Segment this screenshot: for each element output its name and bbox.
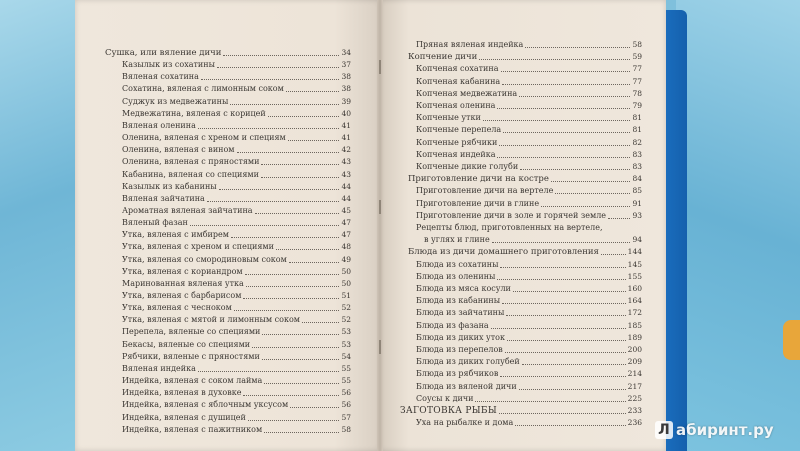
toc-entry-title: Маринованная вяленая утка (122, 278, 244, 288)
toc-page-number: 78 (632, 88, 642, 98)
toc-entry-title: Блюда из фазана (416, 320, 489, 330)
toc-entry-title: Вяленая зайчатина (122, 193, 205, 203)
toc-entry-title: Утка, вяленая со смородиновым соком (122, 254, 287, 264)
binding-stitch (379, 200, 381, 214)
toc-entry-title: Оленина, вяленая с пряностями (122, 157, 260, 167)
toc-page-number: 53 (341, 327, 351, 337)
toc-entry-title: Блюда из кабанины (416, 296, 501, 306)
toc-page-number: 209 (627, 357, 642, 367)
toc-page-number: 77 (632, 76, 642, 86)
toc-page-number: 83 (632, 162, 642, 171)
toc-entry-title: Копченые перепела (416, 125, 502, 135)
toc-entry-title: Утка, вяленая с чесноком (122, 303, 232, 313)
toc-page-number: 200 (627, 345, 642, 354)
toc-page-number: 45 (341, 205, 351, 215)
toc-entry-title: Вяленая оленина (122, 120, 196, 130)
toc-entry-title: Блюда из перепелов (416, 345, 503, 354)
toc-entry-title: Копченая сохатина (416, 64, 499, 74)
toc-page-number: 144 (627, 247, 642, 257)
toc-entry-title: Суджук из медвежатины (122, 96, 229, 106)
toc-entry-title: Медвежатина, вяленая с корицей (122, 108, 266, 118)
toc-page-number: 54 (341, 351, 351, 361)
toc-entry-title: Индейка, вяленая с пажитником (122, 424, 263, 434)
toc-page-number: 155 (627, 271, 642, 281)
toc-page-number: 185 (627, 320, 642, 330)
watermark-logo-icon: Л (655, 421, 673, 439)
toc-entry-title: Рецепты блюд, приготовленных на вертеле, (416, 223, 603, 232)
toc-entry-title: Казылык из кабанины (122, 181, 217, 191)
toc-page-number: 94 (632, 235, 642, 245)
toc-page-number: 47 (341, 230, 351, 240)
toc-entry-title: Бекасы, вяленые со специями (122, 339, 251, 349)
toc-entry-title: Блюда из зайчатины (416, 308, 505, 318)
toc-page-number: 50 (341, 278, 351, 288)
background-object (783, 320, 800, 360)
toc-entry-title: Приготовление дичи в глине (416, 198, 540, 208)
toc-entry-title: Сушка, или вяление дичи (105, 48, 222, 58)
toc-page-number: 44 (341, 193, 351, 203)
toc-entry-title: Утка, вяленая с мятой и лимонным соком (122, 315, 300, 325)
toc-entry-title: ЗАГОТОВКА РЫБЫ (400, 406, 497, 416)
watermark (655, 418, 797, 442)
toc-entry-title: Блюда из вяленой дичи (416, 381, 517, 391)
toc-page-number: 41 (341, 120, 351, 130)
watermark-text: абиринт.ру (676, 421, 774, 439)
toc-page-number: 52 (341, 315, 351, 325)
toc-page-number: 40 (341, 108, 351, 118)
toc-page-number: 38 (341, 72, 351, 82)
toc-entry-title: Утка, вяленая с имбирем (122, 230, 229, 240)
toc-page-number: 81 (632, 113, 642, 123)
toc-page-number: 53 (341, 339, 351, 349)
toc-entry-title: Индейка, вяленая в духовке (122, 388, 242, 398)
toc-entry-title: Пряная вяленая индейка (416, 40, 524, 49)
toc-page-number: 37 (341, 60, 351, 70)
toc-entry-title: Утка, вяленая с кориандром (122, 266, 243, 276)
binding-stitch (379, 340, 381, 354)
toc-page-number: 34 (341, 48, 351, 57)
toc-page-number: 50 (341, 266, 351, 276)
toc-page-number: 233 (627, 406, 642, 415)
toc-entry-title: Блюда из диких уток (416, 332, 505, 342)
toc-entry-title: Приготовление дичи на костре (408, 174, 549, 185)
toc-entry-title: Индейка, вяленая с душицей (122, 412, 246, 422)
toc-entry-title: Копченые дикие голуби (416, 162, 519, 171)
toc-page-number: 57 (341, 412, 351, 422)
toc-page-number: 39 (341, 96, 351, 106)
toc-page-number: 77 (632, 64, 642, 74)
toc-page-number: 51 (341, 291, 351, 300)
toc-page-number: 145 (627, 259, 642, 269)
toc-entry-title: Приготовление дичи на вертеле (416, 186, 554, 196)
toc-entry-title: Оленина, вяленая с вином (122, 145, 235, 155)
toc-page-number: 43 (341, 169, 351, 179)
toc-entry-title: Перепела, вяленые со специями (122, 327, 261, 337)
background-left (0, 0, 75, 451)
binding-stitch (379, 60, 381, 74)
toc-entry-title: Рябчики, вяленые с пряностями (122, 351, 260, 361)
background-right (676, 0, 800, 451)
toc-page-number: 47 (341, 218, 351, 228)
toc-page-number: 236 (627, 418, 642, 428)
toc-page-number: 160 (627, 284, 642, 293)
toc-page-number: 85 (632, 186, 642, 196)
toc-page-number: 189 (627, 332, 642, 342)
toc-page-number: 58 (341, 424, 351, 434)
toc-entry-title: Индейка, вяленая с соком лайма (122, 376, 263, 386)
toc-entry-title: Сохатина, вяленая с лимонным соком (122, 84, 284, 94)
toc-entry-title: Оленина, вяленая с хреном и специям (122, 133, 286, 143)
toc-page-number: 52 (341, 303, 351, 313)
toc-entry-title: Приготовление дичи в золе и горячей земле (416, 210, 607, 220)
toc-entry-title: Блюда из дичи домашнего приготовления (408, 247, 599, 258)
toc-page-number: 55 (341, 376, 351, 386)
toc-page-number: 43 (341, 157, 351, 167)
toc-page-number: 172 (627, 308, 642, 318)
toc-dot-leader (515, 424, 625, 426)
toc-entry-title: Соусы к дичи (416, 393, 474, 403)
toc-entry-title: Блюда из мяса косули (416, 284, 511, 293)
toc-entry-title: Копченая кабанина (416, 76, 501, 86)
toc-entry (122, 421, 351, 435)
toc-entry-title: Кабанина, вяленая со специями (122, 169, 259, 179)
toc-page-number: 44 (341, 181, 351, 191)
toc-entry-title: Ароматная вяленая зайчатина (122, 205, 253, 215)
toc-entry-title: Утка, вяленая с хреном и специями (122, 242, 274, 252)
toc-page-number: 56 (341, 388, 351, 398)
toc-page-number: 55 (341, 363, 351, 373)
toc-entry-title: в углях и глине (424, 235, 490, 245)
toc-page-number: 38 (341, 84, 351, 94)
toc-entry-title: Казылык из сохатины (122, 60, 215, 70)
toc-entry-title: Вяленая сохатина (122, 72, 199, 82)
toc-page-number: 49 (341, 254, 351, 264)
toc-entry-title: Копченая оленина (416, 101, 496, 110)
toc-page-number: 225 (627, 393, 642, 403)
toc-page-number: 41 (341, 133, 351, 143)
toc-entry-title: Копченые утки (416, 113, 481, 123)
toc-page-number: 93 (632, 210, 642, 220)
toc-page-number: 58 (632, 40, 642, 49)
toc-page-number: 48 (341, 242, 351, 252)
toc-page-number: 81 (632, 125, 642, 135)
toc-page-number: 42 (341, 145, 351, 155)
toc-entry-title: Копчение дичи (408, 52, 478, 63)
toc-entry-title: Индейка, вяленая с яблочным уксусом (122, 400, 289, 410)
toc-entry-title: Утка, вяленая с барбарисом (122, 291, 242, 300)
toc-entry-title: Копченая медвежатина (416, 88, 518, 98)
toc-entry-title: Копченые рябчики (416, 137, 498, 147)
toc-page-number: 59 (632, 52, 642, 62)
toc-entry (416, 414, 642, 428)
toc-entry-title: Блюда из рябчиков (416, 369, 499, 379)
toc-page-number: 84 (632, 174, 642, 184)
toc-page-number: 82 (632, 137, 642, 147)
toc-entry-title: Вяленая индейка (122, 363, 196, 373)
toc-page-number: 79 (632, 101, 642, 110)
toc-page-number: 83 (632, 149, 642, 159)
toc-page-number: 214 (627, 369, 642, 379)
toc-entry-title: Блюда из оленины (416, 271, 496, 281)
toc-page-number: 56 (341, 400, 351, 410)
toc-entry-title: Вяленый фазан (122, 218, 188, 228)
toc-entry-title: Уха на рыбалке и дома (416, 418, 514, 428)
toc-entry-title: Блюда из диких голубей (416, 357, 520, 367)
toc-entry-title: Блюда из сохатины (416, 259, 499, 269)
toc-entry-title: Копченая индейка (416, 149, 496, 159)
toc-page-number: 217 (627, 381, 642, 391)
toc-page-number: 91 (632, 198, 642, 208)
toc-dot-leader (264, 431, 339, 433)
toc-page-number: 164 (627, 296, 642, 306)
